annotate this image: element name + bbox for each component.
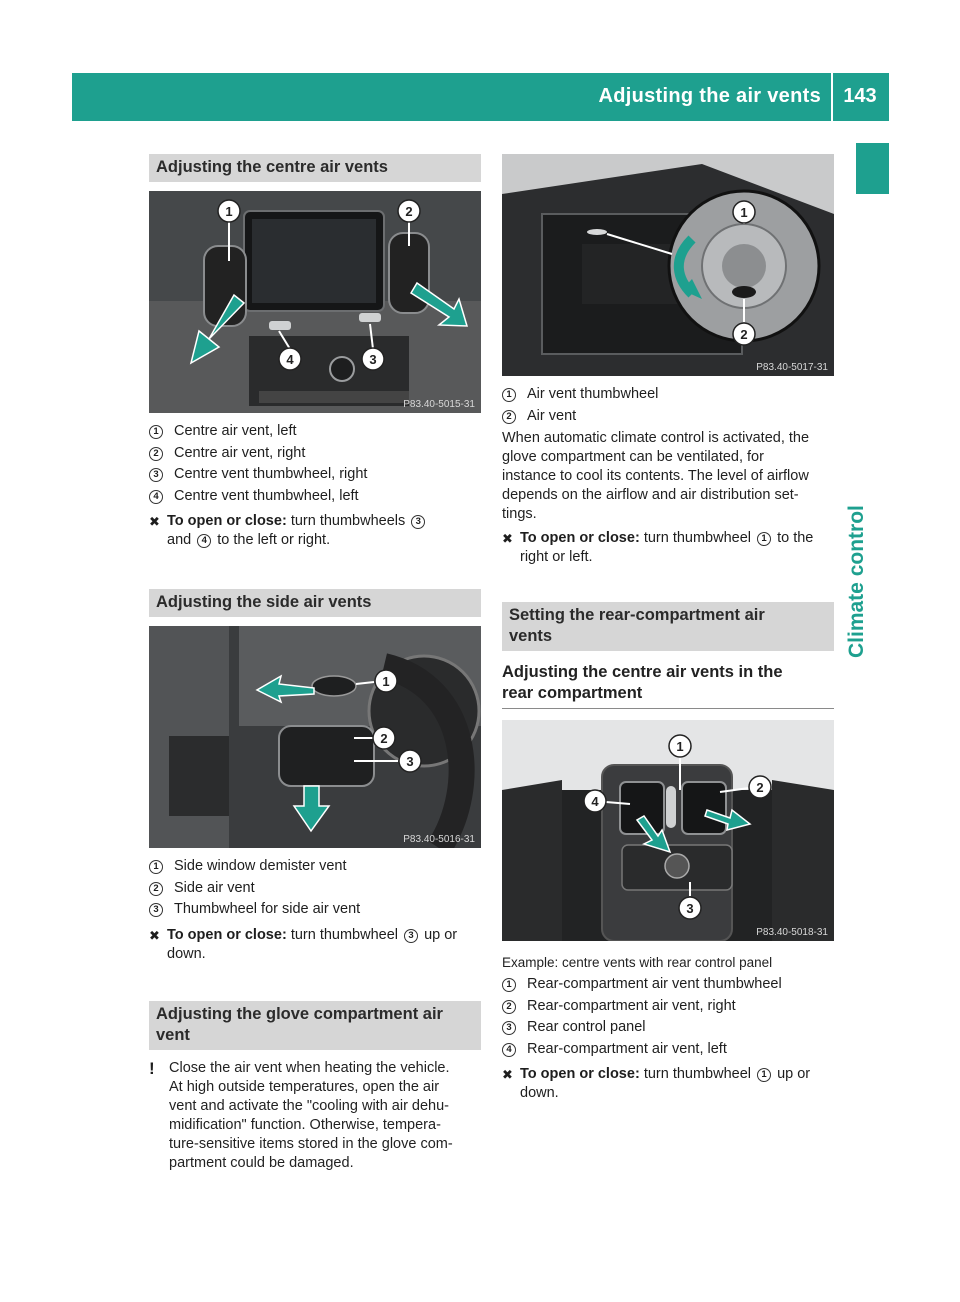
- legend-text: Side window demister vent: [174, 858, 347, 874]
- photo-code: P83.40-5016-31: [403, 834, 475, 845]
- legend-text: Air vent thumbwheel: [527, 386, 659, 402]
- glove-vent-illustration: [502, 154, 834, 376]
- legend-number: 1: [149, 425, 163, 439]
- legend-side-vents: [149, 856, 481, 921]
- body-paragraph: [502, 429, 834, 524]
- body-line: depends on the airflow and air distribution set-: [502, 487, 799, 503]
- section-heading-centre-vents: Adjusting the centre air vents: [149, 154, 481, 182]
- callout-3: [399, 750, 421, 772]
- action-text: right or left.: [520, 549, 593, 565]
- side-vents-illustration: [149, 626, 481, 848]
- svg-text:1: 1: [382, 674, 390, 689]
- action-arrow-icon: ✖: [502, 1067, 513, 1082]
- heading-line: Setting the rear-compartment air: [509, 606, 765, 624]
- action-instruction: [502, 1065, 834, 1103]
- legend-text: Rear control panel: [527, 1019, 646, 1035]
- action-label: To open or close:: [167, 926, 287, 943]
- svg-text:2: 2: [756, 780, 764, 795]
- warning-icon: !: [149, 1058, 155, 1078]
- subheading-rear-centre-vents: [502, 662, 834, 709]
- legend-item: [502, 384, 834, 406]
- warning-line: Close the air vent when heating the vehicle.: [169, 1059, 450, 1076]
- subheading-line: rear compartment: [502, 684, 643, 702]
- heading-line: Adjusting the glove compartment air: [156, 1004, 443, 1023]
- legend-text: Rear-compartment air vent thumbwheel: [527, 976, 782, 992]
- action-instruction: [149, 512, 481, 550]
- page-header: [72, 73, 889, 121]
- legend-number: 3: [149, 468, 163, 482]
- photo-caption: Example: centre vents with rear control panel: [502, 955, 773, 970]
- callout-4: [279, 348, 301, 370]
- action-text: up or: [424, 926, 458, 943]
- warning-line: vent and activate the "cooling with air dehu-: [169, 1097, 450, 1114]
- legend-text: Centre vent thumbwheel, right: [174, 466, 368, 482]
- legend-text: Air vent: [527, 407, 577, 424]
- legend-item: [149, 486, 481, 508]
- legend-centre-vents: [149, 421, 481, 507]
- action-text: turn thumbwheels: [290, 513, 406, 529]
- legend-text: Rear-compartment air vent, left: [527, 1040, 727, 1057]
- callout-1: [375, 670, 397, 692]
- callout-2: [373, 727, 395, 749]
- legend-number: 2: [502, 410, 516, 424]
- subheading-line: Adjusting the centre air vents in the: [502, 663, 783, 681]
- action-label: To open or close:: [520, 530, 640, 546]
- legend-text: Centre vent thumbwheel, left: [174, 487, 359, 504]
- svg-text:3: 3: [369, 352, 377, 367]
- legend-number: 1: [502, 388, 516, 402]
- callout-2: [733, 323, 755, 345]
- action-text: up or: [777, 1066, 811, 1082]
- callout-2: [749, 776, 771, 798]
- warning-line: midification" function. Otherwise, tempera-: [169, 1116, 441, 1133]
- body-line: When automatic climate control is activated, the: [502, 430, 810, 446]
- centre-vents-illustration: [149, 191, 481, 413]
- left-column: [149, 154, 481, 1173]
- heading-line: vent: [156, 1025, 190, 1044]
- photo-code: P83.40-5015-31: [403, 399, 475, 410]
- warning-note: [149, 1059, 481, 1173]
- legend-number: 4: [149, 490, 163, 504]
- legend-number: 2: [149, 447, 163, 461]
- legend-item: [149, 856, 481, 878]
- legend-number: 3: [149, 903, 163, 917]
- legend-item: [149, 899, 481, 921]
- photo-centre-vents: [149, 191, 481, 413]
- action-text: turn thumbwheel: [643, 530, 752, 546]
- legend-glove-vent: [502, 384, 834, 427]
- svg-text:4: 4: [591, 794, 599, 809]
- action-text: turn thumbwheel: [290, 926, 399, 943]
- svg-text:2: 2: [405, 204, 413, 219]
- action-text: down.: [520, 1085, 559, 1101]
- legend-text: Centre air vent, left: [174, 423, 297, 439]
- legend-text: Centre air vent, right: [174, 444, 306, 461]
- legend-text: Rear-compartment air vent, right: [527, 997, 736, 1014]
- legend-item: [502, 406, 834, 428]
- side-chapter-label: Climate control: [845, 505, 868, 658]
- legend-text: Side air vent: [174, 879, 255, 896]
- header-divider: [831, 73, 833, 121]
- legend-item: [502, 1017, 834, 1039]
- action-instruction: [502, 529, 834, 567]
- legend-item: [149, 421, 481, 443]
- svg-text:3: 3: [406, 754, 414, 769]
- photo-side-vents: [149, 626, 481, 848]
- warning-line: At high outside temperatures, open the air: [169, 1078, 440, 1095]
- legend-number: 2: [502, 1000, 516, 1014]
- heading-line: vents: [509, 627, 553, 645]
- action-instruction: [149, 926, 481, 964]
- section-heading-side-vents: Adjusting the side air vents: [149, 589, 481, 617]
- body-line: tings.: [502, 506, 537, 522]
- body-line: glove compartment can be ventilated, for: [502, 449, 764, 465]
- action-arrow-icon: ✖: [149, 927, 160, 943]
- svg-text:2: 2: [740, 327, 748, 342]
- legend-item: [149, 464, 481, 486]
- svg-text:2: 2: [380, 731, 388, 746]
- svg-text:3: 3: [686, 901, 694, 916]
- rear-vents-illustration: [502, 720, 834, 941]
- callout-3: [679, 897, 701, 919]
- photo-code: P83.40-5017-31: [756, 362, 828, 373]
- action-text: down.: [167, 945, 206, 962]
- callout-4: [584, 790, 606, 812]
- action-text: turn thumbwheel: [643, 1066, 752, 1082]
- section-heading-rear-vents: [502, 602, 834, 651]
- legend-item: [502, 1039, 834, 1061]
- warning-line: partment could be damaged.: [169, 1154, 354, 1171]
- legend-number: 3: [502, 1021, 516, 1035]
- warning-line: ture-sensitive items stored in the glove com-: [169, 1135, 453, 1152]
- photo-code: P83.40-5018-31: [756, 927, 828, 938]
- legend-item: [149, 878, 481, 900]
- legend-number: 4: [502, 1043, 516, 1057]
- callout-2: [398, 200, 420, 222]
- callout-1: [733, 201, 755, 223]
- callout-1: [669, 735, 691, 757]
- inline-number: 1: [757, 532, 771, 546]
- right-column: [502, 154, 834, 1103]
- action-text: and: [167, 532, 192, 548]
- action-arrow-icon: ✖: [149, 514, 160, 529]
- action-text: to the: [777, 530, 814, 546]
- svg-text:1: 1: [740, 205, 748, 220]
- callout-1: [218, 200, 240, 222]
- inline-number: 3: [404, 929, 418, 943]
- inline-number: 1: [757, 1068, 771, 1082]
- action-label: To open or close:: [520, 1066, 640, 1082]
- svg-text:1: 1: [676, 739, 684, 754]
- page-number: 143: [843, 85, 877, 107]
- svg-text:4: 4: [286, 352, 294, 367]
- inline-number: 3: [411, 515, 425, 529]
- action-text: to the left or right.: [217, 532, 331, 548]
- legend-item: [149, 443, 481, 465]
- legend-rear-vents: [502, 974, 834, 1060]
- action-arrow-icon: ✖: [502, 531, 513, 546]
- section-heading-glove-vent: [149, 1001, 481, 1050]
- legend-item: [502, 996, 834, 1018]
- header-title: Adjusting the air vents: [598, 85, 821, 107]
- legend-number: 1: [502, 978, 516, 992]
- legend-number: 2: [149, 882, 163, 896]
- legend-item: [502, 974, 834, 996]
- legend-number: 1: [149, 860, 163, 874]
- photo-rear-vents: [502, 720, 834, 941]
- side-tab-marker: [856, 143, 889, 194]
- photo-glove-vent: [502, 154, 834, 376]
- body-line: instance to cool its contents. The level of airflow: [502, 468, 809, 484]
- legend-text: Thumbwheel for side air vent: [174, 901, 361, 917]
- svg-text:1: 1: [225, 204, 233, 219]
- inline-number: 4: [197, 534, 211, 548]
- callout-3: [362, 348, 384, 370]
- action-label: To open or close:: [167, 513, 287, 529]
